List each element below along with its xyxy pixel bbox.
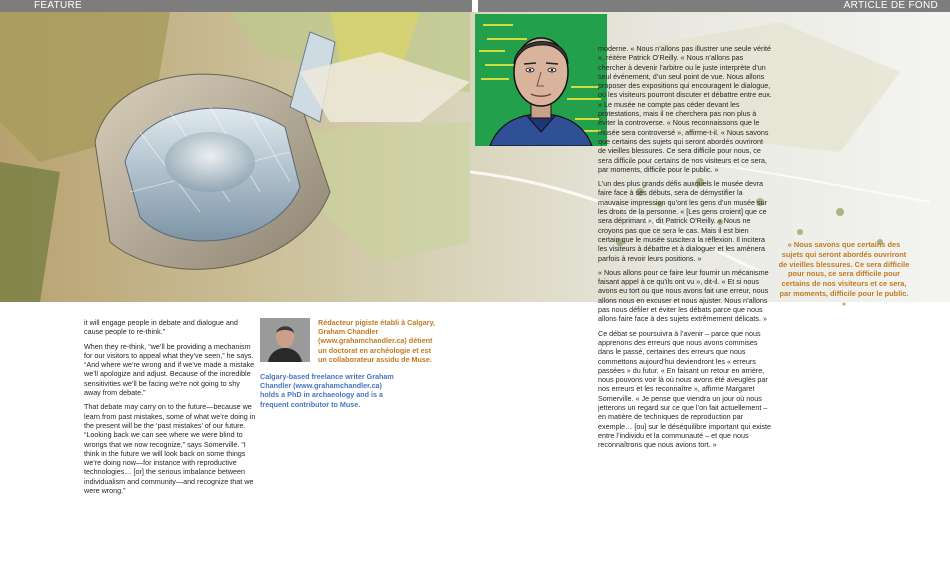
author-bio-english: Calgary-based freelance writer Graham Chandler (www.grahamchandler.ca) holds a PhD in archaeology and is a frequent contributor to Muse.	[260, 372, 394, 409]
author-bio-french: Rédacteur pigiste établi à Calgary, Graham Chandler (www.grahamchandler.ca) détient un doctorat en archéologie et est un collaborateur assidu de Muse.	[318, 318, 435, 364]
section-label-feature: FEATURE	[34, 0, 83, 11]
right-column-paragraph: Ce débat se poursuivra à l’avenir – parce que nous apprenons des erreurs que nous avons commises dans le passé, certaines des erreurs que nous commettons aujourd’hui deviendront les « erreurs passées » du futur. « En faisant un retour en arrière, nous pouvons voir là où nous avons été aveuglés par nos erreurs et les reconnaître », affirme Margaret Somerville. « Je pense que viendra un jour où nous jetterons un regard sur ce que l’on fait actuellement – en matière de techniques de reproduction par exemple… [ou] sur le déséquilibre important qui existe entre l’individu et la communauté – et que nous reconnaîtrons que nous avions tort. »	[598, 328, 771, 450]
right-column-paragraph: moderne. « Nous n’allons pas illustrer une seule vérité », réitère Patrick O’Reilly. « Nous n’allons pas chercher à devenir l’arbitre ou le juste interprète d’un seul événement, d’un seul point de vue. Nous allons proposer des expositions qui encouragent le dialogue, où les visiteurs pourront discuter et débattre entre eux. » Le musée ne compte pas céder devant les protestations, mais il ne cherchera pas non plus à éviter la controverse. « Nous reconnaissons que le musée sera controversé », affirme-t-il. « Nous savons que certains des sujets qui seront abordés ouvriront de vieilles blessures. Ce sera difficile pour nous, ce sera difficile pour certains de nos visiteurs et ce sera, par moments, difficile pour le public. »	[598, 44, 772, 174]
right-column-paragraph: L’un des plus grands défis auxquels le musée devra faire face à ses débuts, sera de démystifier la mauvaise impression qu’ont les gens d’un musée sur les droits de la personne. « [Les gens croient] que ce sera déprimant », dit Patrick O’Reilly. « Nous ne croyons pas que ce sera le cas. Mais il est bien certain que le musée suscitera la réflexion. Il incitera les visiteurs à débattre et à dialoguer et les amènera parfois à revoir leurs positions. »	[598, 179, 767, 263]
header-bar-right	[478, 0, 950, 12]
author-photo-svg	[260, 318, 310, 362]
portrait-illustration	[475, 14, 607, 146]
author-photo	[260, 318, 310, 362]
left-column-text	[84, 318, 256, 500]
section-label-article-de-fond: ARTICLE DE FOND	[843, 0, 938, 11]
right-column-paragraph: « Nous allons pour ce faire leur fournir un mécanisme faisant appel à ce qu’ils ont vu », dit-il. « Et si nous avons eu tort ou que nous avons fait une erreur, nous allons nous en excuser et nous ajuster. Nous n’allons pas nous défiler et éviter les débats parce que nous allons faire face à des sujets extrêmement délicats. »	[598, 267, 769, 324]
left-column-paragraph: That debate may carry on to the future—because we learn from past mistakes, some of what we’re doing in the present will be the ‘past mistakes’ of our future. “Looking back we can see where we were blind to wrongs that we now recognize,” says Somerville. “I think in the future we will look back on some things we’re doing now—for instance with reproductive technologies… [or] the serious imbalance between individualism and community—and recognize that we were wrong.”	[84, 402, 256, 496]
right-column-text	[598, 44, 772, 454]
pull-quote: « Nous savons que certains des sujets qui seront abordés ouvriront de vieilles blessures. Ce sera difficile pour nous, ce sera difficile pour certains de nos visiteurs et ce sera, par moments, difficile pour le public. »	[778, 240, 910, 308]
left-column-paragraph: it will engage people in debate and dialogue and cause people to re-think.”	[84, 318, 238, 337]
header-bar-left	[0, 0, 472, 12]
portrait-svg	[475, 14, 607, 146]
left-column-paragraph: When they re-think, “we’ll be providing a mechanism for our visitors to appeal what they’ve seen,” he says. “And where we’re wrong and if we’ve made a mistake we’ll apologize and adjust. Because of the incredible sensitivities we’ll be facing we’re not going to shy away from debate.”	[84, 341, 255, 398]
